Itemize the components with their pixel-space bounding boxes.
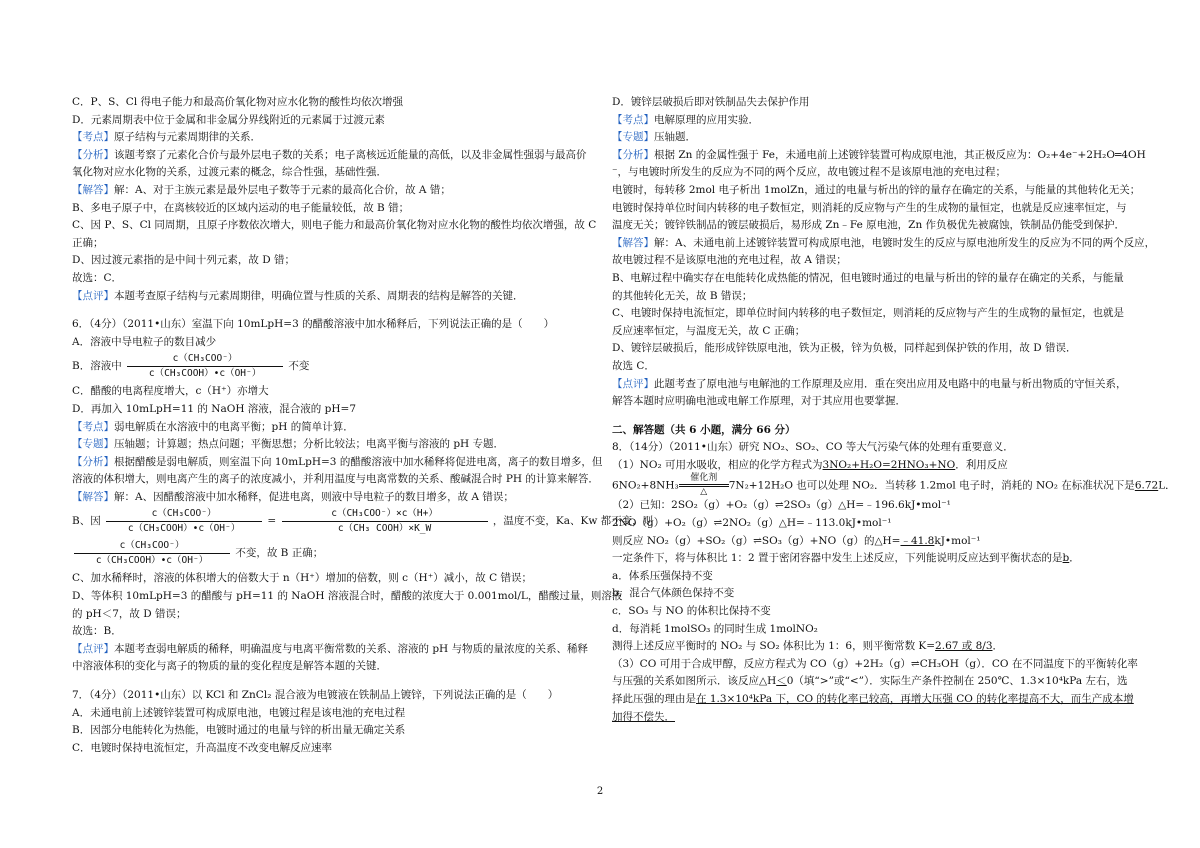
- q7-option-d: D．镀锌层破损后即对铁制品失去保护作用: [612, 96, 810, 108]
- q5-fenxi-cont: 氧化物对应水化物的关系，过渡元素的概念，综合性强，基础性强．: [72, 166, 387, 179]
- q6-jieda-d: D、等体积 10mLpH=3 的醋酸与 pH=11 的 NaOH 溶液混合时，醋酸的浓度大于 0.001mol/L，醋酸过量，则溶液: [72, 590, 623, 603]
- q6-stem: 6．（4分）（2011•山东）室温下向 10mLpH=3 的醋酸溶液中加水稀释后，下列说法正确的是（ ）: [72, 318, 555, 331]
- q6-jieda: 【解答】解：A、因醋酸溶液中加水稀释，促进电离，则液中导电粒子的数目增多，故 A 错误；: [72, 490, 514, 503]
- q8-part1: （1）NO₂ 可用水吸收，相应的化学方程式为3NO₂+H₂O=2HNO₃+NO．利用反应: [612, 458, 1008, 471]
- q7-kaodian: 【考点】电解原理的应用实验．: [612, 113, 759, 126]
- fraction: $\frac{\text{c（CH₃COO⁻）×c（H+）}}{\text{c（CH₃ COOH）×K\_W}}$: [282, 507, 488, 536]
- zhuanti-tag: 【专题】: [612, 131, 654, 144]
- q6-fenxi-cont: 溶液的体积增大，则电离产生的离子的浓度减小，并利用温度与电离常数的关系、酸碱混合时 PH 的计算来解答．: [72, 473, 599, 486]
- fenxi-tag: 【分析】: [72, 455, 114, 468]
- q5-jieda: 【解答】解：A、对于主族元素是最外层电子数等于元素的最高化合价，故 A 错；: [72, 183, 451, 196]
- q7-jieda-5: C、电镀时保持电流恒定，即单位时间内转移的电子数恒定，则消耗的反应物与产生的生成物的量恒定，也就是: [612, 307, 1125, 320]
- kaodian-tag: 【考点】: [612, 113, 654, 126]
- answer-blank: 在 1.3×10⁴kPa 下，CO 的转化率已较高，再增大压强 CO 的转化率提高不大，而生产成本增: [696, 693, 1134, 705]
- q5-jieda-c: C、因 P、S、Cl 同周期，且原子序数依次增大，则电子能力和最高价氧化物对应水化物的酸性均依次增强，故 C: [72, 219, 597, 232]
- answer-blank: 加得不偿失．: [612, 710, 675, 723]
- q5-fenxi: 【分析】该题考察了元素化合价与最外层电子数的关系；电子离核远近能量的高低，以及非金属性强弱与最高价: [72, 148, 587, 161]
- q8-option-c: c．SO₃ 与 NO 的体积比保持不变: [612, 605, 771, 618]
- q7-stem: 7．（4分）（2011•山东）以 KCl 和 ZnCl₂ 混合液为电镀液在铁制品上镀锌，下列说法正确的是（ ）: [72, 689, 559, 702]
- q8-option-b: b．混合气体颜色保持不变: [612, 587, 735, 600]
- q7-option-a: A．未通电前上述镀锌装置可构成原电池，电镀过程是该电池的充电过程: [72, 706, 406, 719]
- q7-fenxi: 【分析】根据 Zn 的金属性强于 Fe，未通电前上述镀锌装置可构成原电池，其正极反应为：O₂+4e⁻+2H₂O═4OH: [612, 148, 1146, 161]
- q7-option-b: B．因部分电能转化为热能，电镀时通过的电量与锌的析出量无确定关系: [72, 724, 406, 737]
- q6-answer: 故选：B．: [72, 625, 122, 638]
- q6-option-c: C．醋酸的电离程度增大，c（H⁺）亦增大: [72, 385, 269, 398]
- q8-part3-1: （3）CO 可用于合成甲醇，反应方程式为 CO（g）+2H₂（g）⇌CH₃OH（g）．CO 在不同温度下的平衡转化率: [612, 657, 1138, 670]
- dianping-tag: 【点评】: [72, 289, 114, 302]
- q6-zhuanti: 【专题】压轴题；计算题；热点问题；平衡思想；分析比较法；电离平衡与溶液的 pH 专题．: [72, 438, 505, 451]
- fenxi-tag: 【分析】: [612, 148, 654, 161]
- jieda-tag: 【解答】: [612, 236, 654, 249]
- fraction: $\frac{\text{c（CH₃COO⁻）}}{\text{c（CH₃COOH）•c（OH⁻）}}$: [106, 507, 262, 536]
- q5-jieda-c-cont: 正确；: [72, 236, 104, 249]
- section-title: 二、解答题（共 6 小题，满分 66 分）: [612, 423, 796, 436]
- q7-option-c: C．电镀时保持电流恒定，升高温度不改变电解反应速率: [72, 741, 333, 754]
- q7-fenxi-2: ⁻，与电镀时所发生的反应为不同的两个反应，故电镀过程不是该原电池的充电过程；: [612, 166, 1007, 179]
- q8-part2-2: 2NO（g）+O₂（g）⇌2NO₂（g）△H=﹣113.0kJ•mol⁻¹: [612, 517, 892, 530]
- q5-kaodian: 【考点】原子结构与元素周期律的关系．: [72, 131, 261, 144]
- q8-option-d: d．每消耗 1molSO₃ 的同时生成 1molNO₂: [612, 622, 818, 635]
- jieda-tag: 【解答】: [72, 183, 114, 196]
- spacer: [72, 676, 612, 687]
- q7-jieda-2: 故电镀过程不是该原电池的充电过程，故 A 错误；: [612, 254, 847, 267]
- q6-fenxi: 【分析】根据醋酸是弱电解质，则室温下向 10mLpH=3 的醋酸溶液中加水稀释将促进电离，离子的数目增多，但: [72, 455, 603, 468]
- q7-zhuanti: 【专题】压轴题．: [612, 131, 696, 144]
- q6-jieda-b-cont: $\frac{\text{c（CH₃COO⁻）}}{\text{c（CH₃COOH）•c（OH⁻）}}$ 不变，故 B 正确；: [72, 538, 612, 570]
- fraction: $\frac{\text{c（CH₃COO⁻）}}{\text{c（CH₃COOH）•c（OH⁻）}}$: [127, 352, 283, 381]
- catalyst-arrow: 催化剂 △: [679, 474, 729, 497]
- q7-jieda-7: D、镀锌层破损后，能形成锌铁原电池，铁为正极，锌为负极，同样起到保护铁的作用，故 D 错误．: [612, 342, 1077, 355]
- q7-jieda: 【解答】解：A、未通电前上述镀锌装置可构成原电池，电镀时发生的反应与原电池所发生的反应为不同的两个反应，: [612, 236, 1156, 249]
- answer-blank: 6.72: [1134, 479, 1159, 492]
- q8-part2-4: 一定条件下，将与体积比 1：2 置于密闭容器中发生上述反应，下列能说明反应达到平衡状态的是b．: [612, 552, 1080, 565]
- q7-dianping-cont: 解答本题时应明确电池或电解工作原理，对于其应用也要掌握．: [612, 395, 906, 408]
- answer-blank: ﹣41.8: [900, 534, 935, 547]
- q6-option-d: D．再加入 10mLpH=11 的 NaOH 溶液，混合液的 pH=7: [72, 402, 357, 415]
- q8-option-a: a．体系压强保持不变: [612, 569, 713, 582]
- q8-stem: 8．（14分）（2011•山东）研究 NO₂、SO₂、CO 等大气污染气体的处理有重要意义．: [612, 441, 1014, 454]
- spacer: [72, 305, 612, 316]
- q7-fenxi-4: 电镀时保持单位时间内转移的电子数恒定，则消耗的反应物与产生的生成物的量恒定，也就是反应速率恒定，与: [612, 201, 1127, 214]
- q8-part3-4: [612, 709, 1152, 727]
- fenxi-tag: 【分析】: [72, 148, 114, 161]
- q8-part2-1: （2）已知：2SO₂（g）+O₂（g）⇌2SO₃（g）△H=﹣196.6kJ•mol⁻¹: [612, 499, 951, 512]
- q5-dianping: 【点评】本题考查原子结构与元素周期律，明确位置与性质的关系、周期表的结构是解答的关键．: [72, 289, 524, 302]
- q5-answer: 故选：C．: [72, 271, 123, 284]
- q8-part2-3: 则反应 NO₂（g）+SO₂（g）⇌SO₃（g）+NO（g）的△H=﹣41.8kJ•mol⁻¹: [612, 534, 981, 547]
- q6-dianping-cont: 中溶液体积的变化与离子的物质的量的变化程度是解答本题的关键．: [72, 660, 387, 673]
- q7-fenxi-3: 电镀时，每转移 2mol 电子析出 1molZn，通过的电量与析出的锌的量存在确定的关系，与能量的其他转化无关；: [612, 183, 1141, 196]
- dianping-tag: 【点评】: [72, 642, 114, 655]
- answer-blank: ＜: [776, 675, 787, 688]
- q6-option-b: B．溶液中 $\frac{\text{c（CH₃COO⁻）}}{\text{c（CH₃COOH）•c（OH⁻）}}$ 不变: [72, 352, 310, 379]
- q7-fenxi-5: 温度无关；镀锌铁制品的镀层破损后，易形成 Zn﹣Fe 原电池，Zn 作负极优先被腐蚀，铁制品仍能受到保护．: [612, 219, 1126, 232]
- q8-part2-5: 测得上述反应平衡时的 NO₂ 与 SO₂ 体积比为 1：6，则平衡常数 K=2.67 或 8/3．: [612, 640, 1003, 653]
- q8-part3-2: 与压强的关系如图所示．该反应△H＜0（填“>”或“<”）．实际生产条件控制在 250℃、1.3×10⁴kPa 左右，选: [612, 675, 1128, 688]
- q6-kaodian: 【考点】弱电解质在水溶液中的电离平衡；pH 的简单计算．: [72, 420, 354, 433]
- answer-blank: 3NO₂+H₂O=2HNO₃+NO: [822, 458, 956, 471]
- right-column: [612, 94, 1176, 726]
- q7-jieda-6: 反应速率恒定，与温度无关，故 C 正确；: [612, 324, 806, 337]
- q8-part3-3: 择此压强的理由是在 1.3×10⁴kPa 下，CO 的转化率已较高，再增大压强 CO 的转化率提高不大，而生产成本增: [612, 693, 1134, 705]
- jieda-tag: 【解答】: [72, 490, 114, 503]
- q6-jieda-b: B、因 $\frac{\text{c（CH₃COO⁻）}}{\text{c（CH₃COOH）•c（OH⁻）}}$ = $\frac{\text{c（CH₃COO⁻）×c（H+）}}{\text{c（CH₃ COOH）×K\_W}}$ ，温度不变，Ka、Kw 都不变，则: [72, 507, 654, 534]
- zhuanti-tag: 【专题】: [72, 438, 114, 451]
- q6-option-a: A．溶液中导电粒子的数目减少: [72, 335, 217, 348]
- answer-blank: 2.67 或 8/3: [935, 640, 993, 653]
- page-number: 2: [596, 786, 604, 797]
- dianping-tag: 【点评】: [612, 377, 654, 390]
- q7-jieda-4: 的其他转化无关，故 B 错误；: [612, 289, 753, 302]
- kaodian-tag: 【考点】: [72, 131, 114, 144]
- q6-dianping: 【点评】本题考查弱电解质的稀释，明确温度与电离平衡常数的关系、溶液的 pH 与物质的量浓度的关系、稀释: [72, 642, 589, 655]
- q5-jieda-d: D、因过渡元素指的是中间十列元素，故 D 错；: [72, 254, 296, 267]
- q5-jieda-b: B、多电子原子中，在离核较近的区域内运动的电子能量较低，故 B 错；: [72, 201, 410, 214]
- q7-jieda-3: B、电解过程中确实存在电能转化成热能的情况，但电镀时通过的电量与析出的锌的量存在确定的关系，与能量: [612, 271, 1124, 284]
- q7-dianping: 【点评】此题考查了原电池与电解池的工作原理及应用．重在突出应用及电路中的电量与析出物质的守恒关系，: [612, 377, 1127, 390]
- q5-option-d: D．元素周期表中位于金属和非金属分界线附近的元素属于过渡元素: [72, 113, 385, 126]
- q6-jieda-c: C、加水稀释时，溶液的体积增大的倍数大于 n（H⁺）增加的倍数，则 c（H⁺）减小，故 C 错误；: [72, 572, 532, 585]
- answer-blank: b: [1062, 552, 1070, 565]
- q8-part1-eq: 6NO₂+8NH₃ 催化剂 △ 7N₂+12H₂O 也可以处理 NO₂．当转移 1.2mol 电子时，消耗的 NO₂ 在标准状况下是6.72L．: [612, 473, 1176, 498]
- q5-option-c: C．P、S、Cl 得电子能力和最高价氧化物对应水化物的酸性均依次增强: [72, 96, 404, 108]
- spacer: [612, 411, 1152, 422]
- kaodian-tag: 【考点】: [72, 420, 114, 433]
- q6-jieda-d-cont: 的 pH＜7，故 D 错误；: [72, 607, 187, 620]
- q7-answer: 故选 C．: [612, 359, 655, 372]
- fraction: $\frac{\text{c（CH₃COO⁻）}}{\text{c（CH₃COOH）•c（OH⁻）}}$: [74, 539, 230, 568]
